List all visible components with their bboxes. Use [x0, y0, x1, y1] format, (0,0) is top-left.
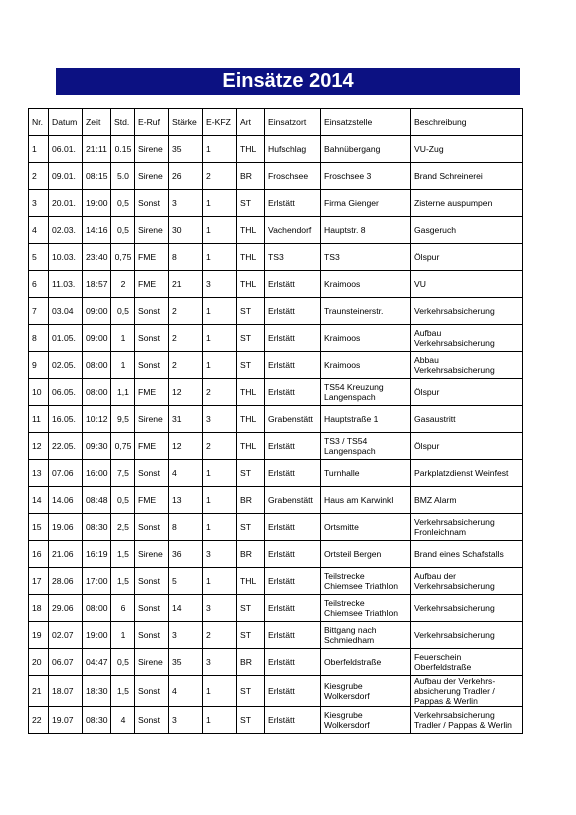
cell-datum: 11.03. [49, 271, 83, 298]
cell-einsatzstelle: TS3 / TS54 Langenspach [321, 433, 411, 460]
cell-nr: 4 [29, 217, 49, 244]
cell-staerke: 36 [169, 541, 203, 568]
cell-nr: 13 [29, 460, 49, 487]
cell-nr: 19 [29, 622, 49, 649]
table-row [29, 163, 523, 190]
cell-eruf: FME [135, 244, 169, 271]
cell-art: ST [237, 595, 265, 622]
cell-einsatzstelle: Ortsteil Bergen [321, 541, 411, 568]
cell-zeit: 19:00 [83, 622, 111, 649]
cell-einsatzstelle: Teilstrecke Chiemsee Triathlon [321, 595, 411, 622]
cell-beschreibung: Verkehrsabsicherung Tradler / Pappas & Werlin [411, 707, 523, 734]
cell-nr: 1 [29, 136, 49, 163]
cell-staerke: 3 [169, 707, 203, 734]
cell-ekfz: 2 [203, 433, 237, 460]
cell-einsatzort: Erlstätt [265, 298, 321, 325]
cell-eruf: Sirene [135, 541, 169, 568]
cell-beschreibung: Feuerschein Oberfeldstraße [411, 649, 523, 676]
cell-art: THL [237, 433, 265, 460]
cell-zeit: 04:47 [83, 649, 111, 676]
cell-std: 2 [111, 271, 135, 298]
cell-zeit: 21:11 [83, 136, 111, 163]
cell-eruf: Sonst [135, 676, 169, 707]
cell-art: THL [237, 244, 265, 271]
cell-einsatzstelle: Kiesgrube Wolkersdorf [321, 707, 411, 734]
cell-datum: 03.04 [49, 298, 83, 325]
cell-einsatzort: Erlstätt [265, 622, 321, 649]
cell-staerke: 8 [169, 244, 203, 271]
cell-ekfz: 1 [203, 460, 237, 487]
cell-datum: 29.06 [49, 595, 83, 622]
column-header-std: Std. [111, 109, 135, 136]
table-row [29, 595, 523, 622]
cell-art: ST [237, 298, 265, 325]
cell-einsatzstelle: Oberfeldstraße [321, 649, 411, 676]
cell-beschreibung: Aufbau der Verkehrs- absicherung Tradler / Pappas & Werlin [411, 676, 523, 707]
cell-einsatzort: Erlstätt [265, 676, 321, 707]
cell-staerke: 3 [169, 190, 203, 217]
cell-staerke: 5 [169, 568, 203, 595]
cell-staerke: 3 [169, 622, 203, 649]
cell-datum: 01.05. [49, 325, 83, 352]
cell-art: BR [237, 541, 265, 568]
table-row [29, 707, 523, 734]
cell-einsatzort: Erlstätt [265, 433, 321, 460]
cell-eruf: Sirene [135, 649, 169, 676]
cell-art: THL [237, 136, 265, 163]
cell-einsatzstelle: Kraimoos [321, 271, 411, 298]
cell-datum: 22.05. [49, 433, 83, 460]
cell-art: THL [237, 406, 265, 433]
cell-ekfz: 3 [203, 541, 237, 568]
cell-zeit: 08:30 [83, 707, 111, 734]
cell-einsatzort: Erlstätt [265, 325, 321, 352]
cell-art: THL [237, 217, 265, 244]
cell-zeit: 18:57 [83, 271, 111, 298]
cell-eruf: Sonst [135, 568, 169, 595]
cell-staerke: 12 [169, 379, 203, 406]
table-row [29, 190, 523, 217]
cell-ekfz: 2 [203, 163, 237, 190]
cell-beschreibung: Verkehrsabsicherung [411, 622, 523, 649]
cell-staerke: 30 [169, 217, 203, 244]
cell-zeit: 08:00 [83, 379, 111, 406]
cell-std: 0,5 [111, 190, 135, 217]
cell-nr: 8 [29, 325, 49, 352]
cell-staerke: 2 [169, 325, 203, 352]
cell-einsatzort: Erlstätt [265, 541, 321, 568]
cell-beschreibung: Aufbau Verkehrsabsicherung [411, 325, 523, 352]
table-row [29, 568, 523, 595]
table-row [29, 244, 523, 271]
cell-nr: 2 [29, 163, 49, 190]
cell-nr: 21 [29, 676, 49, 707]
table-row [29, 379, 523, 406]
cell-zeit: 18:30 [83, 676, 111, 707]
cell-staerke: 35 [169, 136, 203, 163]
cell-art: BR [237, 163, 265, 190]
cell-einsatzort: Erlstätt [265, 568, 321, 595]
cell-nr: 15 [29, 514, 49, 541]
cell-datum: 14.06 [49, 487, 83, 514]
cell-beschreibung: Parkplatzdienst Weinfest [411, 460, 523, 487]
cell-nr: 9 [29, 352, 49, 379]
cell-nr: 18 [29, 595, 49, 622]
cell-art: ST [237, 707, 265, 734]
cell-nr: 5 [29, 244, 49, 271]
cell-beschreibung: Verkehrsabsicherung [411, 298, 523, 325]
cell-nr: 7 [29, 298, 49, 325]
cell-std: 1,5 [111, 541, 135, 568]
cell-datum: 18.07 [49, 676, 83, 707]
cell-nr: 17 [29, 568, 49, 595]
cell-eruf: Sirene [135, 136, 169, 163]
cell-std: 9,5 [111, 406, 135, 433]
cell-eruf: FME [135, 433, 169, 460]
cell-zeit: 08:48 [83, 487, 111, 514]
cell-zeit: 09:00 [83, 298, 111, 325]
cell-einsatzstelle: TS54 Kreuzung Langenspach [321, 379, 411, 406]
cell-einsatzstelle: Bahnübergang [321, 136, 411, 163]
cell-staerke: 31 [169, 406, 203, 433]
cell-einsatzstelle: Kraimoos [321, 325, 411, 352]
cell-beschreibung: Ölspur [411, 433, 523, 460]
cell-einsatzstelle: Hauptstraße 1 [321, 406, 411, 433]
cell-datum: 06.05. [49, 379, 83, 406]
cell-einsatzstelle: Teilstrecke Chiemsee Triathlon [321, 568, 411, 595]
cell-beschreibung: Ölspur [411, 379, 523, 406]
column-header-zeit: Zeit [83, 109, 111, 136]
cell-zeit: 23:40 [83, 244, 111, 271]
cell-zeit: 08:30 [83, 514, 111, 541]
cell-nr: 11 [29, 406, 49, 433]
cell-einsatzort: Hufschlag [265, 136, 321, 163]
cell-einsatzort: Erlstätt [265, 707, 321, 734]
cell-ekfz: 1 [203, 325, 237, 352]
column-header-nr: Nr. [29, 109, 49, 136]
cell-beschreibung: Ölspur [411, 244, 523, 271]
cell-eruf: Sonst [135, 595, 169, 622]
cell-beschreibung: BMZ Alarm [411, 487, 523, 514]
cell-einsatzort: Erlstätt [265, 649, 321, 676]
cell-einsatzstelle: Hauptstr. 8 [321, 217, 411, 244]
cell-art: ST [237, 190, 265, 217]
cell-art: THL [237, 379, 265, 406]
cell-std: 4 [111, 707, 135, 734]
cell-staerke: 26 [169, 163, 203, 190]
table-row [29, 541, 523, 568]
cell-ekfz: 1 [203, 352, 237, 379]
cell-art: ST [237, 352, 265, 379]
cell-art: BR [237, 487, 265, 514]
table-header-row [29, 109, 523, 136]
cell-eruf: Sirene [135, 163, 169, 190]
cell-ekfz: 3 [203, 271, 237, 298]
cell-zeit: 14:16 [83, 217, 111, 244]
cell-eruf: Sonst [135, 352, 169, 379]
table-row [29, 649, 523, 676]
cell-std: 0,75 [111, 433, 135, 460]
cell-beschreibung: Brand Schreinerei [411, 163, 523, 190]
cell-ekfz: 2 [203, 622, 237, 649]
cell-einsatzstelle: Traunsteinerstr. [321, 298, 411, 325]
cell-ekfz: 1 [203, 487, 237, 514]
cell-nr: 16 [29, 541, 49, 568]
cell-beschreibung: Gasaustritt [411, 406, 523, 433]
cell-nr: 14 [29, 487, 49, 514]
cell-ekfz: 3 [203, 649, 237, 676]
cell-einsatzort: Erlstätt [265, 190, 321, 217]
cell-beschreibung: Verkehrsabsicherung Fronleichnam [411, 514, 523, 541]
table-row [29, 676, 523, 707]
table-row [29, 433, 523, 460]
cell-zeit: 09:00 [83, 325, 111, 352]
cell-datum: 16.05. [49, 406, 83, 433]
cell-staerke: 21 [169, 271, 203, 298]
cell-einsatzort: Grabenstätt [265, 406, 321, 433]
table-row [29, 325, 523, 352]
cell-eruf: Sirene [135, 217, 169, 244]
table-body [29, 109, 523, 734]
cell-std: 0,5 [111, 217, 135, 244]
cell-zeit: 16:19 [83, 541, 111, 568]
cell-datum: 02.03. [49, 217, 83, 244]
page-title: Einsätze 2014 [56, 68, 520, 95]
cell-einsatzort: Erlstätt [265, 595, 321, 622]
cell-art: ST [237, 622, 265, 649]
cell-staerke: 8 [169, 514, 203, 541]
cell-std: 2,5 [111, 514, 135, 541]
cell-nr: 22 [29, 707, 49, 734]
cell-einsatzort: Erlstätt [265, 460, 321, 487]
column-header-einsatzort: Einsatzort [265, 109, 321, 136]
cell-datum: 06.01. [49, 136, 83, 163]
table-row [29, 514, 523, 541]
cell-nr: 6 [29, 271, 49, 298]
cell-einsatzort: Vachendorf [265, 217, 321, 244]
einsatz-table [28, 108, 523, 734]
cell-eruf: Sonst [135, 514, 169, 541]
cell-beschreibung: Aufbau der Verkehrsabsicherung [411, 568, 523, 595]
cell-ekfz: 2 [203, 379, 237, 406]
cell-einsatzort: Erlstätt [265, 514, 321, 541]
cell-ekfz: 3 [203, 406, 237, 433]
cell-datum: 02.05. [49, 352, 83, 379]
cell-zeit: 19:00 [83, 190, 111, 217]
cell-einsatzstelle: Firma Gienger [321, 190, 411, 217]
cell-datum: 20.01. [49, 190, 83, 217]
cell-datum: 07.06 [49, 460, 83, 487]
column-header-eruf: E-Ruf [135, 109, 169, 136]
cell-std: 1,5 [111, 568, 135, 595]
cell-eruf: Sirene [135, 406, 169, 433]
cell-beschreibung: Abbau Verkehrsabsicherung [411, 352, 523, 379]
cell-eruf: Sonst [135, 325, 169, 352]
cell-zeit: 16:00 [83, 460, 111, 487]
cell-staerke: 4 [169, 676, 203, 707]
cell-art: THL [237, 271, 265, 298]
cell-art: ST [237, 325, 265, 352]
cell-std: 7,5 [111, 460, 135, 487]
cell-std: 0,5 [111, 298, 135, 325]
cell-staerke: 4 [169, 460, 203, 487]
cell-ekfz: 1 [203, 217, 237, 244]
cell-std: 0,75 [111, 244, 135, 271]
cell-beschreibung: Zisterne auspumpen [411, 190, 523, 217]
cell-staerke: 2 [169, 352, 203, 379]
cell-staerke: 35 [169, 649, 203, 676]
cell-einsatzstelle: TS3 [321, 244, 411, 271]
cell-art: THL [237, 568, 265, 595]
cell-datum: 09.01. [49, 163, 83, 190]
column-header-beschreibung: Beschreibung [411, 109, 523, 136]
cell-std: 1,5 [111, 676, 135, 707]
cell-einsatzstelle: Haus am Karwinkl [321, 487, 411, 514]
cell-zeit: 17:00 [83, 568, 111, 595]
cell-nr: 12 [29, 433, 49, 460]
cell-datum: 28.06 [49, 568, 83, 595]
cell-datum: 02.07 [49, 622, 83, 649]
cell-std: 1 [111, 622, 135, 649]
cell-ekfz: 1 [203, 676, 237, 707]
cell-std: 1 [111, 325, 135, 352]
cell-einsatzstelle: Froschsee 3 [321, 163, 411, 190]
cell-eruf: Sonst [135, 707, 169, 734]
cell-einsatzort: Grabenstätt [265, 487, 321, 514]
cell-art: ST [237, 460, 265, 487]
cell-staerke: 14 [169, 595, 203, 622]
cell-std: 0,5 [111, 487, 135, 514]
column-header-staerke: Stärke [169, 109, 203, 136]
cell-zeit: 08:00 [83, 352, 111, 379]
column-header-art: Art [237, 109, 265, 136]
table-row [29, 217, 523, 244]
cell-std: 5.0 [111, 163, 135, 190]
cell-std: 0.15 [111, 136, 135, 163]
cell-zeit: 08:00 [83, 595, 111, 622]
cell-beschreibung: Brand eines Schafstalls [411, 541, 523, 568]
cell-zeit: 10:12 [83, 406, 111, 433]
cell-nr: 10 [29, 379, 49, 406]
table-row [29, 136, 523, 163]
cell-eruf: Sonst [135, 190, 169, 217]
cell-eruf: Sonst [135, 622, 169, 649]
table-row [29, 271, 523, 298]
table-row [29, 622, 523, 649]
cell-art: ST [237, 514, 265, 541]
cell-ekfz: 1 [203, 568, 237, 595]
cell-einsatzort: Erlstätt [265, 379, 321, 406]
cell-ekfz: 1 [203, 514, 237, 541]
cell-ekfz: 1 [203, 298, 237, 325]
cell-beschreibung: VU-Zug [411, 136, 523, 163]
table-row [29, 487, 523, 514]
cell-eruf: FME [135, 271, 169, 298]
cell-std: 1,1 [111, 379, 135, 406]
cell-art: ST [237, 676, 265, 707]
cell-ekfz: 1 [203, 190, 237, 217]
table-row [29, 460, 523, 487]
table-row [29, 406, 523, 433]
cell-eruf: FME [135, 379, 169, 406]
cell-einsatzstelle: Kiesgrube Wolkersdorf [321, 676, 411, 707]
cell-einsatzort: Froschsee [265, 163, 321, 190]
cell-std: 6 [111, 595, 135, 622]
cell-eruf: Sonst [135, 460, 169, 487]
cell-eruf: Sonst [135, 298, 169, 325]
cell-zeit: 08:15 [83, 163, 111, 190]
column-header-datum: Datum [49, 109, 83, 136]
cell-beschreibung: Gasgeruch [411, 217, 523, 244]
cell-einsatzort: Erlstätt [265, 352, 321, 379]
cell-art: BR [237, 649, 265, 676]
cell-datum: 06.07 [49, 649, 83, 676]
cell-nr: 3 [29, 190, 49, 217]
cell-staerke: 12 [169, 433, 203, 460]
table-row [29, 352, 523, 379]
cell-staerke: 2 [169, 298, 203, 325]
cell-datum: 19.06 [49, 514, 83, 541]
cell-staerke: 13 [169, 487, 203, 514]
column-header-einsatzstelle: Einsatzstelle [321, 109, 411, 136]
table-row [29, 298, 523, 325]
cell-einsatzort: TS3 [265, 244, 321, 271]
cell-ekfz: 1 [203, 244, 237, 271]
cell-datum: 10.03. [49, 244, 83, 271]
cell-einsatzort: Erlstätt [265, 271, 321, 298]
cell-ekfz: 3 [203, 595, 237, 622]
cell-einsatzstelle: Turnhalle [321, 460, 411, 487]
cell-ekfz: 1 [203, 136, 237, 163]
cell-std: 1 [111, 352, 135, 379]
cell-beschreibung: Verkehrsabsicherung [411, 595, 523, 622]
cell-eruf: FME [135, 487, 169, 514]
cell-std: 0,5 [111, 649, 135, 676]
cell-datum: 21.06 [49, 541, 83, 568]
cell-beschreibung: VU [411, 271, 523, 298]
cell-ekfz: 1 [203, 707, 237, 734]
cell-zeit: 09:30 [83, 433, 111, 460]
cell-einsatzstelle: Bittgang nach Schmiedham [321, 622, 411, 649]
cell-einsatzstelle: Kraimoos [321, 352, 411, 379]
cell-einsatzstelle: Ortsmitte [321, 514, 411, 541]
cell-nr: 20 [29, 649, 49, 676]
column-header-ekfz: E-KFZ [203, 109, 237, 136]
cell-datum: 19.07 [49, 707, 83, 734]
